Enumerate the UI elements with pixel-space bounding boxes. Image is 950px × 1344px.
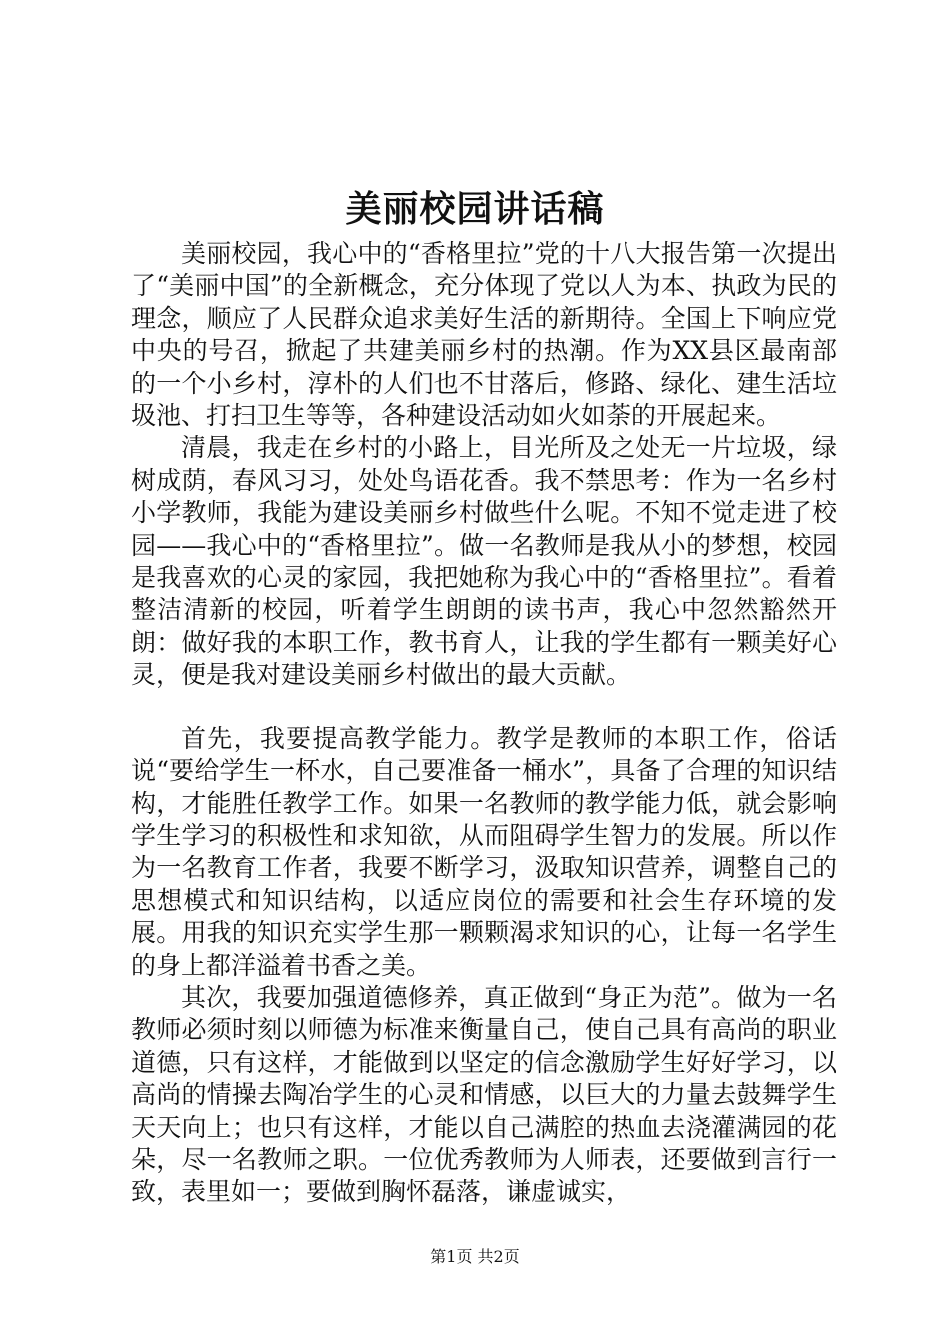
- document-title: 美丽校园讲话稿: [345, 188, 605, 230]
- paragraph-3: 首先，我要提高教学能力。教学是教师的本职工作，俗话说“要给学生一杯水，自己要准备一桶水”，具备了合理的知识结构，才能胜任教学工作。如果一名教师的教学能力低，就会影响学生学习的积极性和求知欲，从而阻碍学生智力的发展。所以作为一名教育工作者，我要不断学习，汲取知识营养，调整自己的思想模式和知识结构，以适应岗位的需要和社会生存环境的发展。用我的知识充实学生那一颗颗渴求知识的心，让每一名学生的身上都洋溢着书香之美。: [131, 723, 837, 980]
- page-number-footer: 第1页 共2页: [430, 1247, 520, 1266]
- paragraph-4: 其次，我要加强道德修养，真正做到“身正为范”。做为一名教师必须时刻以师德为标准来衡量自己，使自己具有高尚的职业道德，只有这样，才能做到以坚定的信念激励学生好好学习，以高尚的情操去陶冶学生的心灵和情感，以巨大的力量去鼓舞学生天天向上；也只有这样，才能以自己满腔的热血去浇灌满园的花朵，尽一名教师之职。一位优秀教师为人师表，还要做到言行一致，表里如一；要做到胸怀磊落，谦虚诚实，: [131, 982, 837, 1207]
- paragraph-2: 清晨，我走在乡村的小路上，目光所及之处无一片垃圾，绿树成荫，春风习习，处处鸟语花香。我不禁思考：作为一名乡村小学教师，我能为建设美丽乡村做些什么呢。不知不觉走进了校园——我心中的“香格里拉”。做一名教师是我从小的梦想，校园是我喜欢的心灵的家园，我把她称为我心中的“香格里拉”。看着整洁清新的校园，听着学生朗朗的读书声，我心中忽然豁然开朗：做好我的本职工作，教书育人，让我的学生都有一颗美好心灵，便是我对建设美丽乡村做出的最大贡献。: [131, 433, 837, 690]
- document-body: [131, 238, 837, 1209]
- paragraph-1: 美丽校园，我心中的“香格里拉”党的十八大报告第一次提出了“美丽中国”的全新概念，充分体现了党以人为本、执政为民的理念，顺应了人民群众追求美好生活的新期待。全国上下响应党中央的号召，掀起了共建美丽乡村的热潮。作为XX县区最南部的一个小乡村，淳朴的人们也不甘落后，修路、绿化、建生活垃圾池、打扫卫生等等，各种建设活动如火如荼的开展起来。: [131, 239, 837, 431]
- paragraph-gap: [131, 692, 837, 723]
